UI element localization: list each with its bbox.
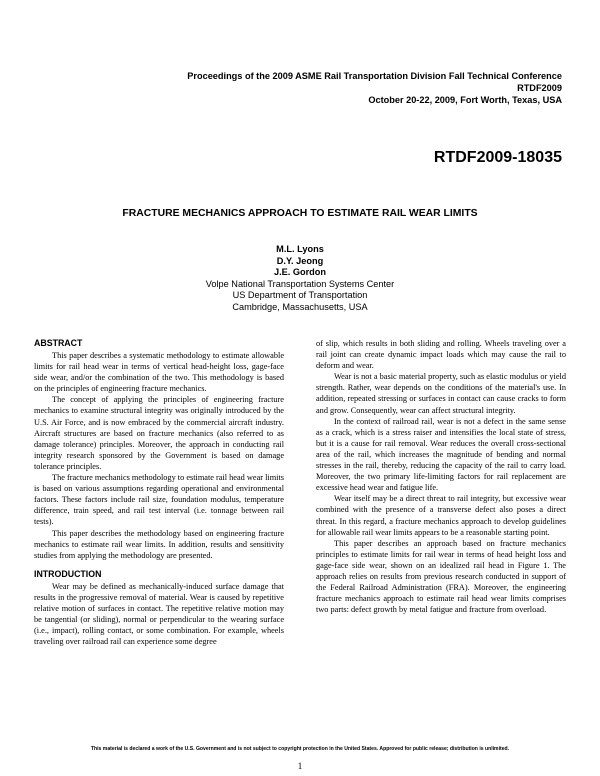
left-column	[34, 338, 284, 647]
author-block	[0, 244, 600, 313]
affiliation-line: Cambridge, Massachusetts, USA	[232, 301, 368, 312]
affiliation-line: Volpe National Transportation Systems Center	[205, 278, 395, 289]
conference-name: Proceedings of the 2009 ASME Rail Transportation Division Fall Technical Conference	[187, 71, 562, 81]
page-number: 1	[297, 761, 303, 771]
introduction-paragraph: In the context of railroad rail, wear is not a defect in the same sense as a crack, which is a stress raiser and intensifies the local state of stress, but it is a cause for rail removal. Wear reduces the overall cross-sectional area of the rail, which increases the magnitude of bending and normal stresses in the rail, thereby, reducing the capacity of the rail to carry load. Moreover, the two primary life-limiting factors for rail replacement are excessive head wear and fatigue life.	[316, 416, 566, 493]
author-name: D.Y. Jeong	[276, 255, 324, 266]
paper-title: FRACTURE MECHANICS APPROACH TO ESTIMATE RAIL WEAR LIMITS	[122, 208, 478, 219]
conference-date-location: October 20-22, 2009, Fort Worth, Texas, USA	[368, 95, 562, 105]
introduction-paragraph: Wear is not a basic material property, such as elastic modulus or yield strength. Rather, wear depends on the conditions of the material's use. In addition, repeated stressing or surfaces in contact can cause cracks to form and grow. Consequently, wear can affect structural integrity.	[316, 372, 566, 415]
author-name: M.L. Lyons	[276, 244, 324, 254]
introduction-continuation: of slip, which results in both sliding and rolling. Wheels traveling over a rail joint can create dynamic impact loads which may cause the rail to deform and wear.	[316, 339, 566, 371]
right-column	[316, 338, 566, 615]
introduction-paragraph: This paper describes an approach based on fracture mechanics principles to estimate limits for rail wear in terms of head height loss and gage-face side wear, shown on an idealized rail head in Figure 1. The approach relies on results from previous research conducted in support of the Federal Railroad Administration (FRA). Moreover, the engineering fracture mechanics approach to estimate rail head wear limits comprises two parts: defect growth by metal fatigue and fracture from overload.	[316, 538, 566, 615]
introduction-paragraph: Wear may be defined as mechanically-induced surface damage that results in the progressive removal of material. Wear is caused by repetitive relative motion of surfaces in contact. The repetitive relative motion may be tangential (or sliding), normal or perpendicular to the wearing surface (i.e., impact), rolling contact, or some combination. For example, wheels traveling over railroad rail can experience some degree	[34, 581, 284, 647]
abstract-paragraph: This paper describes the methodology based on engineering fracture mechanics to estimate rail wear limits. In addition, results and sensitivity studies from applying the methodology are presented.	[34, 528, 284, 560]
abstract-paragraph: This paper describes a systematic methodology to estimate allowable limits for rail head wear in terms of vertical head-height loss, gage-face side wear, and/or the combination of the two. This methodology is based on the principles of engineering fracture mechanics.	[34, 351, 284, 394]
paper-number: RTDF2009-18035	[433, 149, 562, 166]
conference-header	[187, 70, 562, 106]
abstract-heading: ABSTRACT	[34, 338, 83, 348]
abstract-paragraph: The fracture mechanics methodology to estimate rail head wear limits is based on various assumptions regarding operational and environmental factors. These factors include rail size, foundation modulus, temperature difference, train speed, and rail test interval (i.e. tonnage between rail tests).	[34, 473, 284, 527]
affiliation-line: US Department of Transportation	[232, 290, 368, 300]
abstract-paragraph: The concept of applying the principles of engineering fracture mechanics to examine structural integrity was originally introduced by the U.S. Air Force, and is now embraced by the commercial aircraft industry. Aircraft structures are based on fracture mechanics (also referred to as damage tolerance) principles. Moreover, the approach in conducting rail integrity research sponsored by the Government is based on damage tolerance principles.	[34, 395, 284, 471]
conference-code: RTDF2009	[517, 83, 562, 93]
author-name: J.E. Gordon	[273, 267, 327, 277]
introduction-paragraph: Wear itself may be a direct threat to rail integrity, but excessive wear combined with the presence of a transverse defect also poses a direct threat. In this regard, a fracture mechanics approach to develop guidelines for allowable rail wear limits appears to be a reasonable starting point.	[316, 494, 566, 537]
copyright-footnote: This material is declared a work of the U.S. Government and is not subject to copyright protection in the United States. Approved for public release; distribution is unlimited.	[90, 746, 510, 752]
introduction-heading: INTRODUCTION	[34, 568, 102, 579]
